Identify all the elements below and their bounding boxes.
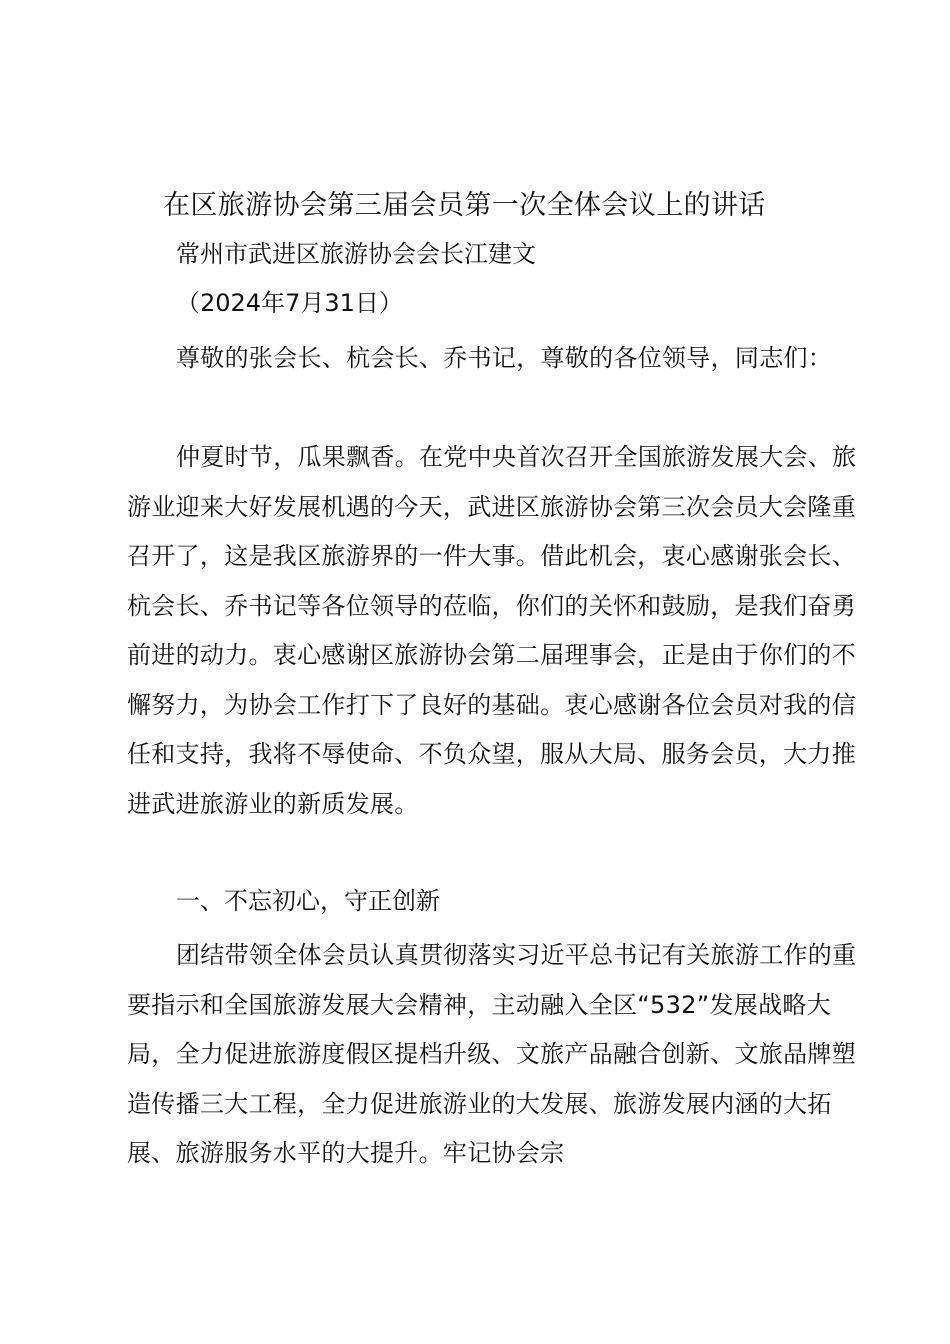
section-heading: 一、不忘初心，守正创新 [176, 887, 440, 915]
salutation-paragraph: 尊敬的张会长、杭会长、乔书记，尊敬的各位领导，同志们： [176, 344, 833, 372]
opening-paragraph: 仲夏时节，瓜果飘香。在党中央首次召开全国旅游发展大会、旅游业迎来大好发展机遇的今天，武进区旅游协会第三次会员大会隆重召开了，这是我区旅游界的一件大事。借此机会，衷心感谢张会长、杭会长、乔书记等各位领导的莅临，你们的关怀和鼓励，是我们奋勇前进的动力。衷心感谢区旅游协会第二届理事会，正是由于你们的不懈努力，为协会工作打下了良好的基础。衷心感谢各位会员对我的信任和支持，我将不辱使命、不负众望，服从大局、服务会员，大力推进武进旅游业的新质发展。 [127, 443, 857, 818]
document-title: 在区旅游协会第三届会员第一次全体会议上的讲话 [163, 190, 766, 221]
section-paragraph: 团结带领全体会员认真贯彻落实习近平总书记有关旅游工作的重要指示和全国旅游发展大会精神，主动融入全区“532”发展战略大局，全力促进旅游度假区提档升级、文旅产品融合创新、文旅品牌塑造传播三大工程，全力促进旅游业的大发展、旅游发展内涵的大拓展、旅游服务水平的大提升。牢记协会宗 [127, 941, 857, 1167]
document-date: （2024年7月31日） [176, 289, 403, 317]
document-author: 常州市武进区旅游协会会长江建文 [176, 240, 536, 268]
